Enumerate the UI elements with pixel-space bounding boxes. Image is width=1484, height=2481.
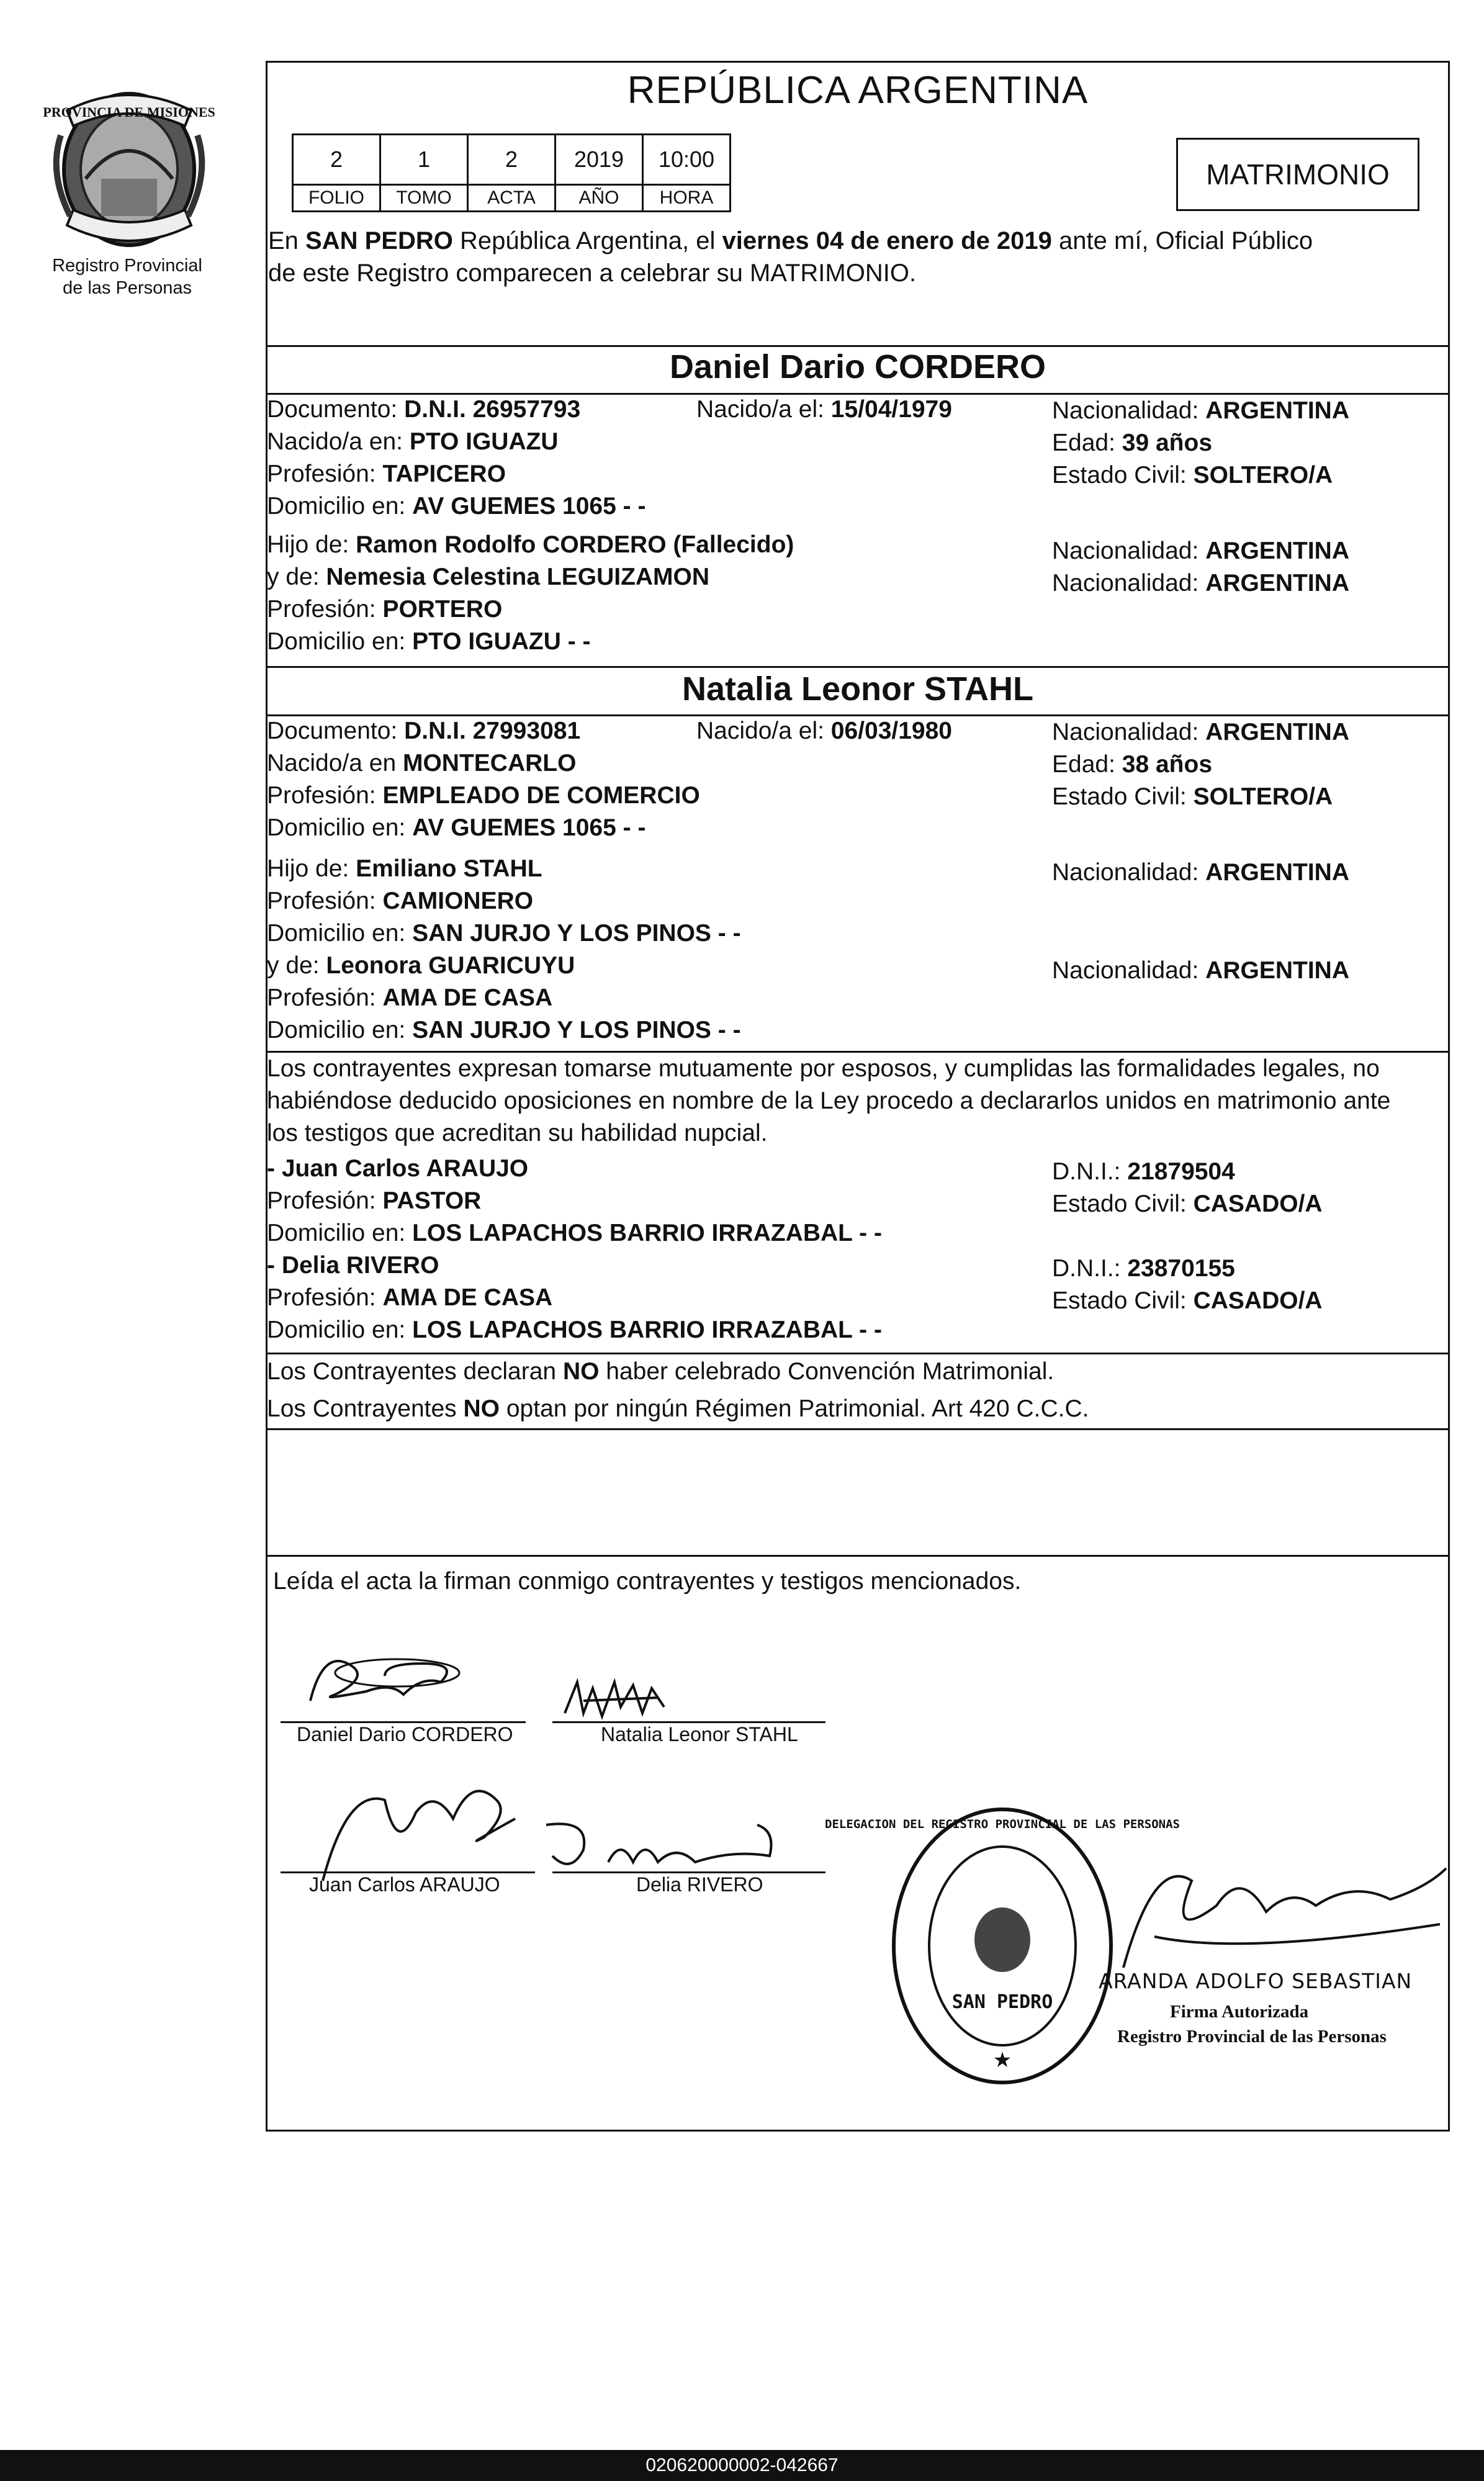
logo-emblem-text: PROVINCIA DE MISIONES: [43, 104, 215, 120]
official-name: ARANDA ADOLFO SEBASTIAN: [1099, 1969, 1413, 1993]
label: Domicilio en:: [267, 1017, 413, 1043]
declaration-paragraph: [267, 1053, 1449, 1150]
folio-label: FOLIO: [293, 185, 380, 212]
intro-paragraph: [268, 225, 1447, 289]
label: Estado Civil:: [1052, 1191, 1194, 1217]
value: ARGENTINA: [1205, 538, 1350, 564]
rule-after-intro: [268, 345, 1448, 347]
value: SAN JURJO Y LOS PINOS - -: [412, 1017, 741, 1043]
witness2-name: - Delia RIVERO: [267, 1252, 439, 1279]
document-type-box: MATRIMONIO: [1176, 138, 1419, 211]
misiones-coat-of-arms-logo: [42, 86, 216, 253]
value: CASADO/A: [1193, 1287, 1323, 1314]
value: D.N.I. 27993081: [404, 718, 581, 744]
label: Domicilio en:: [267, 1220, 413, 1246]
text: Los Contrayentes: [267, 1395, 464, 1422]
value: PORTERO: [382, 596, 503, 623]
label: Nacionalidad:: [1052, 957, 1206, 984]
logo-caption-line1: Registro Provincial: [52, 256, 202, 276]
value: PASTOR: [382, 1187, 482, 1214]
regime-line1: [267, 1353, 1089, 1390]
text: optan por ningún Régimen Patrimonial. Art 420 C.C.C.: [500, 1395, 1089, 1422]
intro-line2: de este Registro comparecen a celebrar su MATRIMONIO.: [268, 259, 917, 287]
value: ARGENTINA: [1205, 859, 1350, 886]
spouse1-parents-address: [267, 626, 794, 658]
spouse2-mother-nationality: [1052, 955, 1349, 987]
spouse2-father-address: [267, 917, 741, 950]
spouse1-name: Daniel Dario CORDERO: [669, 348, 1046, 385]
value: PTO IGUAZU: [409, 428, 559, 455]
spouse2-mother: [267, 950, 741, 982]
text: haber celebrado Convención Matrimonial.: [599, 1358, 1055, 1385]
official-office: Registro Provincial de las Personas: [1117, 2027, 1387, 2046]
value: AV GUEMES 1065 - -: [412, 814, 646, 841]
label: Domicilio en:: [267, 920, 413, 947]
value: AV GUEMES 1065 - -: [412, 493, 646, 520]
witness1-civil-status: [1052, 1188, 1323, 1220]
signature-delia-scribble: [534, 1812, 794, 1881]
regime-section: [267, 1353, 1089, 1428]
intro-date: viernes 04 de enero de 2019: [722, 227, 1052, 254]
spouse2-right-column: [1052, 716, 1349, 813]
spouse2-father: [267, 853, 741, 885]
label: Profesión:: [267, 888, 383, 914]
spouse2-left-column: [267, 715, 741, 1047]
spouse1-parents-nationality: [1052, 535, 1349, 600]
label: Hijo de:: [267, 855, 356, 882]
closing-statement: Leída el acta la firman conmigo contrayentes y testigos mencionados.: [273, 1568, 1022, 1595]
spouse2-document: [267, 715, 741, 747]
value: ARGENTINA: [1205, 397, 1350, 424]
rule-after-blank: [268, 1555, 1448, 1557]
rule-after-regime: [268, 1428, 1448, 1430]
witness2-address: [267, 1314, 882, 1346]
spouse2-birthplace: [267, 747, 741, 780]
value: Nemesia Celestina LEGUIZAMON: [326, 564, 710, 590]
label: Edad:: [1052, 751, 1122, 778]
witness2-profession: [267, 1282, 882, 1314]
hora-label: HORA: [643, 185, 731, 212]
text: Los Contrayentes declaran: [267, 1358, 563, 1385]
intro-text-a: En: [268, 227, 306, 254]
value: D.N.I. 26957793: [404, 396, 581, 423]
value: ARGENTINA: [1205, 570, 1350, 597]
tomo-label: TOMO: [380, 185, 468, 212]
label: D.N.I.:: [1052, 1158, 1128, 1185]
spouse2-profession: [267, 780, 741, 812]
regime-line2: [267, 1390, 1089, 1428]
spouse1-mother: [267, 561, 794, 593]
label: Documento:: [267, 396, 405, 423]
value: 21879504: [1127, 1158, 1235, 1185]
spouse1-parents-profession: [267, 593, 794, 626]
label: Nacido/a el:: [696, 718, 831, 744]
anio-label: AÑO: [555, 185, 643, 212]
label: y de:: [267, 564, 326, 590]
signature-label-daniel: Daniel Dario CORDERO: [297, 1723, 513, 1745]
value: 15/04/1979: [830, 396, 952, 423]
label: Estado Civil:: [1052, 1287, 1194, 1314]
spouse2-birthdate: [696, 715, 952, 747]
witness1-address: [267, 1217, 882, 1250]
label: y de:: [267, 952, 326, 979]
signature-daniel-scribble: [298, 1639, 534, 1719]
folio-value: 2: [293, 135, 380, 185]
tomo-value: 1: [380, 135, 468, 185]
seal-star-icon: ★: [992, 2048, 1012, 2072]
acta-value: 2: [468, 135, 555, 185]
registry-seal-stamp: [825, 1803, 1180, 2089]
value: SOLTERO/A: [1193, 462, 1333, 489]
spouse1-profession: [267, 458, 794, 490]
label: Profesión:: [267, 596, 383, 623]
label: Nacionalidad:: [1052, 859, 1206, 886]
value: TAPICERO: [382, 461, 506, 487]
logo-caption: [25, 254, 230, 299]
value: CAMIONERO: [382, 888, 534, 914]
emphasis: NO: [463, 1395, 500, 1422]
label: Hijo de:: [267, 531, 356, 558]
spouse2-address: [267, 812, 741, 844]
value: 06/03/1980: [830, 718, 952, 744]
spouse2-mother-address: [267, 1014, 741, 1047]
acta-label: ACTA: [468, 185, 555, 212]
label: Profesión:: [267, 1284, 383, 1311]
declaration-line1: Los contrayentes expresan tomarse mutuamente por esposos, y cumplidas las formalidades legales, no: [267, 1055, 1380, 1082]
value: 39 años: [1122, 430, 1213, 456]
value: ARGENTINA: [1205, 719, 1350, 745]
signature-label-juan: Juan Carlos ARAUJO: [309, 1873, 500, 1896]
folio-grid: [292, 133, 731, 212]
seal-center-text: SAN PEDRO: [951, 1991, 1053, 2013]
spouse2-father-profession: [267, 885, 741, 917]
witness2-civil-status: [1052, 1285, 1323, 1317]
spouse2-mother-profession: [267, 982, 741, 1014]
value: SOLTERO/A: [1193, 783, 1333, 810]
anio-value: 2019: [555, 135, 643, 185]
spouse1-birthplace: [267, 426, 794, 458]
signature-label-natalia: Natalia Leonor STAHL: [601, 1723, 798, 1745]
label: Edad:: [1052, 430, 1122, 456]
label: Nacido/a el:: [696, 396, 831, 423]
value: Leonora GUARICUYU: [326, 952, 575, 979]
value: CASADO/A: [1193, 1191, 1323, 1217]
value: MONTECARLO: [402, 750, 577, 777]
label: Domicilio en:: [267, 1317, 413, 1343]
intro-text-c: ante mí, Oficial Público: [1051, 227, 1313, 254]
value: 23870155: [1127, 1255, 1235, 1282]
spouse1-father: [267, 529, 794, 561]
official-title: Firma Autorizada: [1170, 2002, 1309, 2022]
label: Nacionalidad:: [1052, 538, 1206, 564]
value: SAN JURJO Y LOS PINOS - -: [412, 920, 741, 947]
label: Nacionalidad:: [1052, 397, 1206, 424]
value: ARGENTINA: [1205, 957, 1350, 984]
spouse1-birthdate: [696, 394, 952, 426]
spouse1-mother-nationality: [1052, 567, 1349, 600]
signature-label-delia: Delia RIVERO: [636, 1873, 763, 1896]
witness1-right-column: [1052, 1156, 1323, 1220]
value: Emiliano STAHL: [356, 855, 542, 882]
spouse2-name: Natalia Leonor STAHL: [681, 670, 1034, 708]
signature-juan-scribble: [310, 1763, 546, 1887]
spouse1-civil-status: [1052, 459, 1349, 492]
footer-document-code: 020620000002-042667: [0, 2450, 1484, 2481]
label: Nacionalidad:: [1052, 719, 1206, 745]
document-title: REPÚBLICA ARGENTINA: [627, 69, 1089, 112]
spouse1-father-nationality: [1052, 535, 1349, 567]
intro-place: SAN PEDRO: [305, 227, 453, 254]
spouse1-right-column: [1052, 395, 1349, 492]
rule-after-spouse1: [268, 666, 1448, 668]
value: EMPLEADO DE COMERCIO: [382, 782, 700, 809]
emphasis: NO: [562, 1358, 600, 1385]
witnesses-left-column: [267, 1153, 882, 1346]
label: Profesión:: [267, 461, 383, 487]
label: Profesión:: [267, 1187, 383, 1214]
witness2-right-column: [1052, 1253, 1323, 1317]
value: PTO IGUAZU - -: [412, 628, 591, 655]
label: Domicilio en:: [267, 628, 413, 655]
intro-line1: [268, 225, 1447, 257]
witness1-dni: [1052, 1156, 1323, 1188]
seal-ring-text: DELEGACION DEL REGISTRO PROVINCIAL DE LAS PERSONAS: [825, 1817, 1180, 1831]
label: Profesión:: [267, 984, 383, 1011]
spouse1-age: [1052, 427, 1349, 459]
label: Domicilio en:: [267, 814, 413, 841]
label: Nacionalidad:: [1052, 570, 1206, 597]
label: Nacido/a en:: [267, 428, 410, 455]
witness1-name: - Juan Carlos ARAUJO: [267, 1155, 529, 1182]
spouse2-age: [1052, 749, 1349, 781]
value: LOS LAPACHOS BARRIO IRRAZABAL - -: [412, 1220, 882, 1246]
label: Domicilio en:: [267, 493, 413, 520]
signature-official-scribble: [1117, 1831, 1452, 1986]
logo-caption-line2: de las Personas: [63, 278, 192, 298]
label: Estado Civil:: [1052, 462, 1194, 489]
value: AMA DE CASA: [382, 1284, 553, 1311]
spouse2-nationality: [1052, 716, 1349, 749]
label: Documento:: [267, 718, 405, 744]
label: Nacido/a en: [267, 750, 403, 777]
label: Profesión:: [267, 782, 383, 809]
label: Estado Civil:: [1052, 783, 1194, 810]
value: 38 años: [1122, 751, 1213, 778]
spouse2-civil-status: [1052, 781, 1349, 813]
label: D.N.I.:: [1052, 1255, 1128, 1282]
spouse2-father-nationality: [1052, 857, 1349, 889]
intro-text-b: República Argentina, el: [452, 227, 722, 254]
value: LOS LAPACHOS BARRIO IRRAZABAL - -: [412, 1317, 882, 1343]
declaration-line2: habiéndose deducido oposiciones en nombre de la Ley procedo a declararlos unidos en matrimonio ante: [267, 1087, 1391, 1114]
declaration-line3: los testigos que acreditan su habilidad nupcial.: [267, 1120, 768, 1146]
value: Ramon Rodolfo CORDERO (Fallecido): [356, 531, 794, 558]
spouse1-left-column: [267, 394, 794, 658]
witness2-dni: [1052, 1253, 1323, 1285]
spouse1-nationality: [1052, 395, 1349, 427]
value: AMA DE CASA: [382, 984, 553, 1011]
spouse1-address: [267, 490, 794, 523]
witness1-profession: [267, 1185, 882, 1217]
hora-value: 10:00: [643, 135, 731, 185]
